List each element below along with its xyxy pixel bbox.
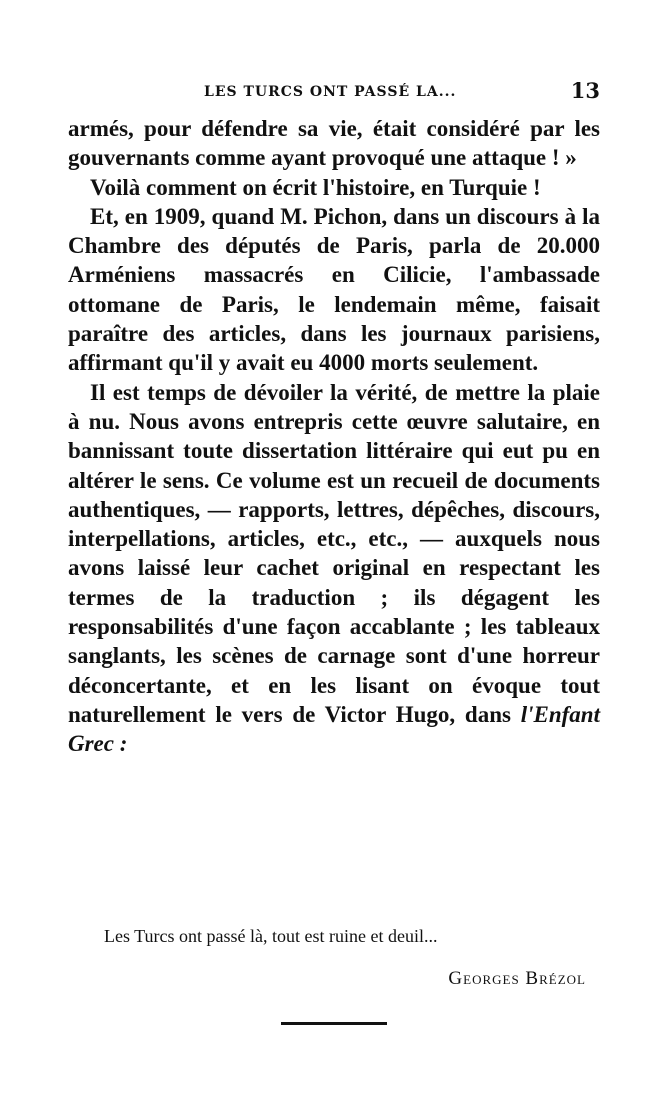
author-signature: Georges Brézol bbox=[448, 968, 586, 989]
body-text bbox=[68, 114, 600, 759]
paragraph-3: Et, en 1909, quand M. Pichon, dans un discours à la Chambre des députés de Paris, parla de 20.000 Arméniens massacrés en Cilicie, l'ambassade ottomane de Paris, le lendemain même, faisait paraître des articles, dans les journaux parisiens, affirmant qu'il y avait eu 4000 morts seulement. bbox=[68, 203, 600, 376]
paragraph-2: Voilà comment on écrit l'histoire, en Turquie ! bbox=[90, 174, 541, 200]
page-number: 13 bbox=[570, 78, 600, 103]
paragraph-1: armés, pour défendre sa vie, était considéré par les gouvernants comme ayant provoqué une attaque ! » bbox=[68, 116, 600, 171]
page-header bbox=[68, 78, 600, 108]
running-title: LES TURCS ONT PASSÉ LA... bbox=[204, 84, 457, 100]
closing-rule bbox=[281, 1022, 387, 1025]
paragraph-4-text: Il est temps de dévoiler la vérité, de mettre la plaie à nu. Nous avons entrepris cette œuvre salutaire, en bannissant toute dissertation littéraire qui eut pu en altérer le sens. Ce volume est un recueil de documents authentiques, — rapports, lettres, dépêches, discours, interpellations, articles, etc., etc., — auxquels nous avons laissé leur cachet original en respectant les termes de la traduction ; ils dégagent les responsabilités d'une façon accablante ; les tableaux sanglants, les scènes de carnage sont d'une horreur déconcertante, et en les lisant on évoque tout naturellement le vers de Victor Hugo, dans bbox=[68, 379, 600, 727]
verse-quote: Les Turcs ont passé là, tout est ruine et deuil... bbox=[104, 926, 438, 946]
paragraph-4 bbox=[68, 378, 600, 759]
work-title: l'Enfant Grec : bbox=[68, 701, 600, 757]
book-page bbox=[68, 0, 600, 1100]
